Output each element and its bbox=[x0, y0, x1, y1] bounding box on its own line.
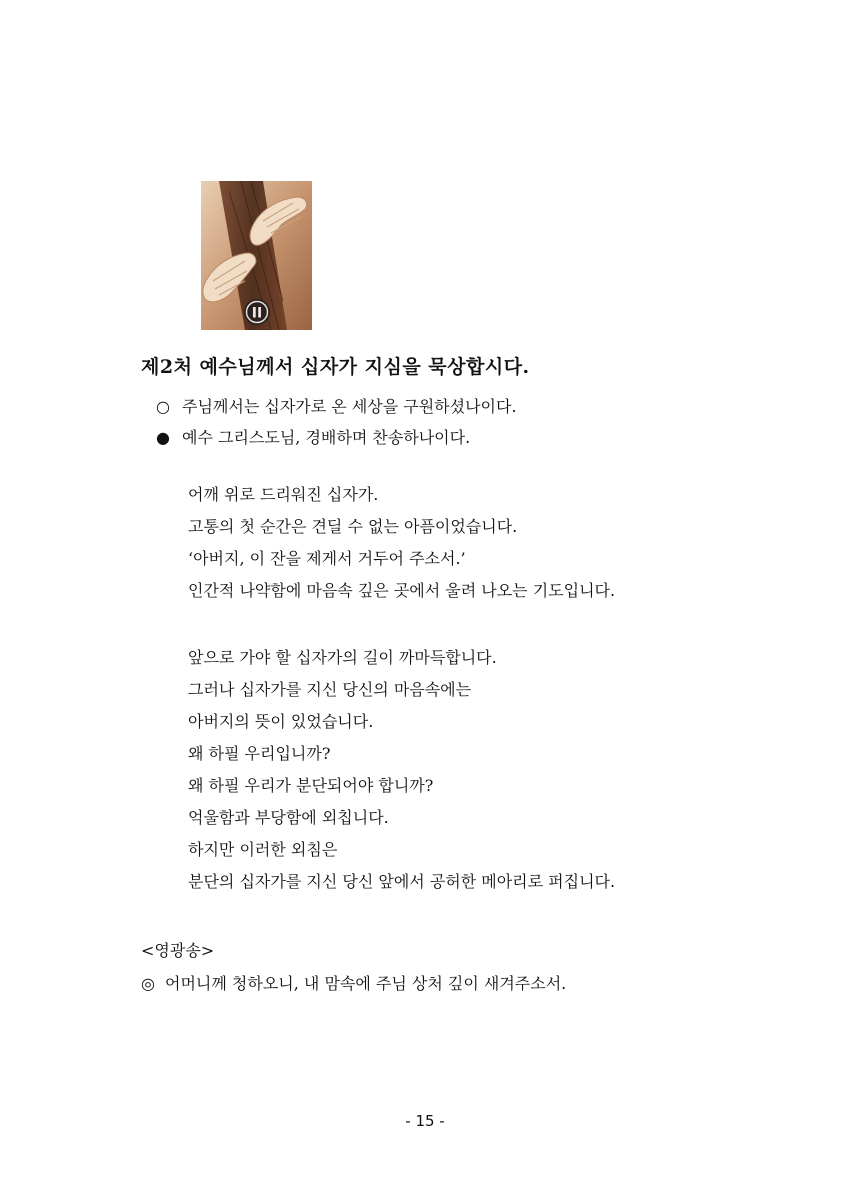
meditation-line: 왜 하필 우리입니까? bbox=[188, 744, 331, 763]
meditation-line: ‘아버지, 이 잔을 제게서 거두어 주소서.’ bbox=[188, 549, 466, 568]
filled-circle-icon: ● bbox=[156, 428, 170, 447]
station-illustration bbox=[201, 181, 312, 330]
meditation-line: 왜 하필 우리가 분단되어야 합니까? bbox=[188, 776, 434, 795]
meditation-line: 고통의 첫 순간은 견딜 수 없는 아픔이었습니다. bbox=[188, 517, 518, 536]
open-circle-icon: ○ bbox=[156, 397, 170, 416]
meditation-line: 억울함과 부당함에 외칩니다. bbox=[188, 808, 389, 827]
meditation-line: 분단의 십자가를 지신 당신 앞에서 공허한 메아리로 퍼집니다. bbox=[188, 872, 616, 891]
hymn-text: 어머니께 청하오니, 내 맘속에 주님 상처 깊이 새겨주소서. bbox=[165, 974, 567, 993]
meditation-line: 그러나 십자가를 지신 당신의 마음속에는 bbox=[188, 680, 472, 699]
hymn-title: <영광송> bbox=[141, 941, 215, 960]
response-versicle bbox=[156, 394, 517, 417]
versicle-text: 주님께서는 십자가로 온 세상을 구원하셨나이다. bbox=[182, 397, 517, 416]
meditation-line: 어깨 위로 드리워진 십자가. bbox=[188, 485, 379, 504]
meditation-line: 인간적 나약함에 마음속 깊은 곳에서 울려 나오는 기도입니다. bbox=[188, 581, 616, 600]
station-number-badge: II bbox=[251, 305, 263, 322]
response-answer bbox=[156, 425, 470, 448]
meditation-line: 앞으로 가야 할 십자가의 길이 까마득합니다. bbox=[188, 648, 497, 667]
meditation-paragraph-2 bbox=[188, 647, 615, 903]
page-number: - 15 - bbox=[405, 1112, 445, 1130]
hymn-line bbox=[141, 971, 566, 994]
double-circle-icon: ◎ bbox=[141, 974, 155, 993]
meditation-paragraph-1 bbox=[188, 484, 615, 612]
meditation-line: 아버지의 뜻이 있었습니다. bbox=[188, 712, 374, 731]
meditation-line: 하지만 이러한 외침은 bbox=[188, 840, 338, 859]
station-heading: 제2처 예수님께서 십자가 지심을 묵상합시다. bbox=[141, 356, 530, 378]
answer-text: 예수 그리스도님, 경배하며 찬송하나이다. bbox=[182, 428, 471, 447]
